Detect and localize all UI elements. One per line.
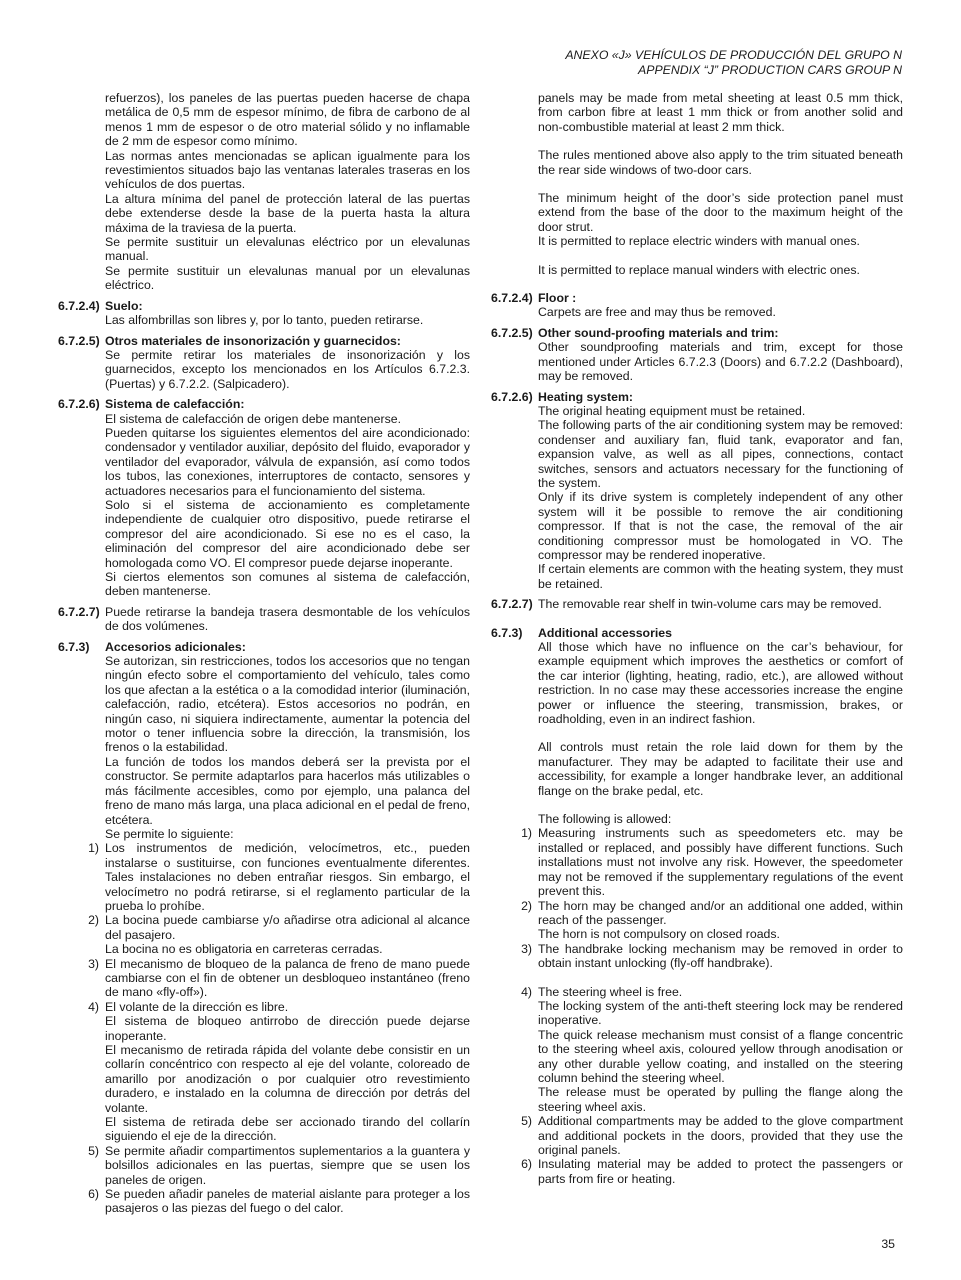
paragraph: Se pueden añadir paneles de material aislante para proteger a los pasajeros o las piezas del fuego o del calor. [105,1187,470,1216]
section-title: Sistema de calefacción: [105,397,245,412]
section-6725-es [58,334,470,392]
section-number: 6.7.2.7) [58,604,100,619]
list-item [58,1144,470,1187]
paragraph: It is permitted to replace electric winders with manual ones. [538,234,860,249]
section-number: 6.7.2.5) [58,333,100,348]
paragraph: Pueden quitarse los siguientes elementos del aire acondicionado: condensador y ventilador auxiliar, depósito del fluido, evaporador y ventilador del evaporador, válvula de expansión, así como todos los tubos, las conexiones, interruptores de contacto, sensores y actuadores necesarios para el funcionamiento del sistema. [105,425,470,498]
section-title: Other sound-proofing materials and trim: [538,325,779,340]
section-title: Floor : [538,291,577,306]
paragraph: All controls must retain the role laid down for them by the manufacturer. They may be adapted to facilitate their use and accessibility, for example a longer handbrake lever, an additional flange on the brake pedal, etc. [538,740,903,798]
section-number: 6.7.2.6) [491,389,533,404]
paragraph: The following is allowed: [538,812,672,827]
intro-en [491,91,903,277]
paragraph: The horn may be changed and/or an additional one added, within reach of the passenger. [538,898,903,927]
list-es [58,841,470,1216]
section-6725-en [491,326,903,384]
list-item-number: 4) [521,984,532,999]
list-item-number: 6) [88,1187,99,1202]
section-6724-es [58,299,470,328]
page-header [565,48,902,78]
list-item [58,1000,470,1144]
header-line-en: APPENDIX “J” PRODUCTION CARS GROUP N [638,63,902,77]
section-6727-es [58,605,470,634]
paragraph: The horn is not compulsory on closed roads. [538,927,780,942]
paragraph: If certain elements are common with the heating system, they must be retained. [538,562,903,591]
section-number: 6.7.2.5) [491,325,533,340]
section-number: 6.7.2.4) [58,298,100,313]
paragraph: La altura mínima del panel de protección lateral de las puertas debe extenderse desde la base de la puerta hasta la altura máxima de la traviesa de la puerta. [105,191,470,235]
list-en [491,826,903,1186]
paragraph: The release must be operated by pulling the flange along the steering wheel axis. [538,1085,903,1114]
paragraph: El sistema de calefacción de origen debe mantenerse. [105,411,401,426]
paragraph: La función de todos los mandos deberá ser la prevista por el constructor. Se permite adaptarlos para hacerlos más utilizables o más fácilmente accesibles, como por ejemplo, una palanca del freno de mano más larga, una placa adicional en el pedal de freno, etcétera. [105,754,470,827]
header-line-es: ANEXO «J» VEHÍCULOS DE PRODUCCIÓN DEL GRUPO N [565,48,902,62]
paragraph: Si ciertos elementos son comunes al sistema de calefacción, deben mantenerse. [105,570,470,599]
paragraph: The minimum height of the door’s side protection panel must extend from the base of the door to the maximum height of the door strut. [538,191,903,234]
section-number: 6.7.3) [58,639,90,654]
page-number: 35 [881,1237,895,1251]
paragraph: The following parts of the air conditioning system may be removed: condenser and auxiliary fan, fluid tank, evaporator and fan, expansion valve, as well as all pipes, connections, contact switches, sensors and actuators necessary for the functioning of the system. [538,418,903,490]
list-item-number: 5) [88,1143,99,1158]
paragraph: Los instrumentos de medición, velocímetros, etc., pueden instalarse o sustituirse, con funciones eventualmente diferentes. Tales instalaciones no deben entrañar riesgos. Sin embargo, el velocímetro no podrá retirarse, si el reglamento particular de la prueba lo prohíbe. [105,841,470,913]
paragraph: Se permite retirar los materiales de insonorización y los guarnecidos, excepto los mencionados en los Artículos 6.7.2.3. (Puertas) y 6.7.2.2. (Salpicadero). [105,347,470,391]
section-673-es [58,640,470,842]
list-item [58,841,470,913]
paragraph: The quick release mechanism must consist of a flange concentric to the steering wheel axis, coloured yellow through anodisation or any other durable yellow coating, and installed on the steering column behind the steering wheel. [538,1027,903,1085]
paragraph: The handbrake locking mechanism may be removed in order to obtain instant unlocking (fly-off handbrake). [538,941,903,971]
section-number: 6.7.3) [491,625,523,640]
section-number: 6.7.2.7) [491,597,533,612]
list-item-number: 2) [521,898,532,913]
list-item-number: 1) [521,826,532,841]
section-number: 6.7.2.4) [491,291,533,306]
section-title: Heating system: [538,389,633,404]
section-6726-es [58,397,470,599]
list-item [491,985,903,1115]
list-item [58,957,470,1000]
section-title: Suelo: [105,298,143,313]
paragraph: All those which have no influence on the car’s behaviour, for example equipment which improves the aesthetics or comfort of the car interior (lighting, heating, radio, etc.), are allowed without restriction. In no case may these accessories increase the engine power or influence the steering, transmission, brakes, or roadholding, even in an indirect fashion. [538,640,903,727]
paragraph: Measuring instruments such as speedometers etc. may be installed or replaced, and possibly have different functions. Such installations must not involve any risk. However, the speedometer may not be removed if the supplementary regulations of the event prevent this. [538,826,903,899]
paragraph: Se autorizan, sin restricciones, todos los accesorios que no tengan ningún efecto sobre el comportamiento del vehículo, tales como los que afectan a la estética o a la comodidad interior (iluminación, calefacción, radio, etcétera). Estos accesorios no podrán, en ningún caso, ni siquiera indirectamente, aumentar la potencia del motor o tener influencia sobre la dirección, la transmisión, los frenos o la estabilidad. [105,654,470,755]
list-item-number: 3) [88,956,99,971]
paragraph: Puede retirarse la bandeja trasera desmontable de los vehículos de dos volúmenes. [105,604,470,634]
list-item-number: 6) [521,1157,532,1172]
paragraph: El sistema de bloqueo antirrobo de dirección puede dejarse inoperante. [105,1014,470,1043]
paragraph: The locking system of the anti-theft steering lock may be rendered inoperative. [538,998,903,1028]
column-english [491,91,903,1186]
list-item [491,899,903,942]
paragraph: Se permite añadir compartimentos suplementarios a la guantera y bolsillos adicionales en las puertas, siempre que se usen los paneles de origen. [105,1143,470,1187]
list-item-number: 1) [88,841,99,856]
paragraph: refuerzos), los paneles de las puertas pueden hacerse de chapa metálica de 0,5 mm de espesor mínimo, de fibra de carbono de al menos 1 mm de espesor o de otro material sólido y no inflamable de 2 mm de espesor como mínimo. [105,91,470,149]
paragraph: Other soundproofing materials and trim, except for those mentioned under Articles 6.7.2.3 (Doors) and 6.7.2.2 (Dashboard), may be removed. [538,340,903,384]
column-spanish [58,91,470,1216]
paragraph: The original heating equipment must be retained. [538,403,806,418]
paragraph: El volante de la dirección es libre. [105,999,289,1014]
paragraph: Se permite sustituir un elevalunas eléctrico por un elevalunas manual. [105,235,470,264]
section-title: Additional accessories [538,625,672,640]
section-6724-en [491,291,903,320]
paragraph: El mecanismo de bloqueo de la palanca de freno de mano puede cambiarse con el fin de obtener un desbloqueo instantáneo (freno de mano «fly-off»). [105,956,470,1000]
paragraph: Las normas antes mencionadas se aplican igualmente para los revestimientos situados bajo las ventanas laterales traseras en los vehículos de dos puertas. [105,148,470,192]
list-item [491,942,903,971]
list-item [491,1157,903,1186]
section-title: Accesorios adicionales: [105,639,246,654]
list-item-number: 4) [88,999,99,1014]
paragraph: El mecanismo de retirada rápida del volante debe consistir en un collarín concéntrico con respecto al eje del volante, coloreado de amarillo por anodización o por cualquier otro revestimiento duradero, e instalado en la columna de dirección por detrás del volante. [105,1043,470,1115]
paragraph: The steering wheel is free. [538,984,683,999]
section-number: 6.7.2.6) [58,397,100,412]
paragraph: La bocina puede cambiarse y/o añadirse otra adicional al alcance del pasajero. [105,913,470,942]
paragraph: The rules mentioned above also apply to the trim situated beneath the rear side windows of two-door cars. [538,148,903,177]
paragraph: Insulating material may be added to protect the passengers or parts from fire or heating. [538,1157,903,1186]
section-6726-en [491,390,903,592]
paragraph: El sistema de retirada debe ser accionado tirando del collarín siguiendo el eje de la dirección. [105,1115,470,1144]
list-item [58,1187,470,1216]
paragraph: It is permitted to replace manual winders with electric ones. [538,262,860,277]
list-item-number: 3) [521,941,532,956]
section-673-en [491,626,903,827]
paragraph: The removable rear shelf in twin-volume cars may be removed. [538,597,882,612]
list-item [58,913,470,956]
list-item-number: 2) [88,913,99,928]
paragraph: Se permite lo siguiente: [105,826,234,841]
paragraph: panels may be made from metal sheeting at least 0.5 mm thick, from carbon fibre at least 1 mm thick or from another solid and non-combustible material at least 2 mm thick. [538,91,903,134]
list-item-number: 5) [521,1114,532,1129]
paragraph: Carpets are free and may thus be removed. [538,305,776,320]
paragraph: Se permite sustituir un elevalunas manual por un elevalunas eléctrico. [105,263,470,293]
intro-es [58,91,470,293]
section-6727-en [491,597,903,611]
paragraph: Solo si el sistema de accionamiento es completamente independiente de cualquier otro dispositivo, puede retirarse el compresor del aire acondicionado. Si ese no es el caso, la eliminación del compresor del aire acondicionado debe ser homologada como VO. El compresor puede dejarse inoperante. [105,497,470,570]
paragraph: Only if its drive system is completely independent of any other system will it be possible to remove the air conditioning compressor. If that is not the case, the removal of the air conditioning compressor must be homologated in VO. The compressor may be rendered inoperative. [538,490,903,562]
list-item [491,1114,903,1157]
section-title: Otros materiales de insonorización y guarnecidos: [105,333,401,348]
paragraph: Additional compartments may be added to the glove compartment and additional pockets in the doors, provided that they use the original panels. [538,1114,903,1157]
list-item [491,826,903,898]
paragraph: Las alfombrillas son libres y, por lo tanto, pueden retirarse. [105,313,424,328]
paragraph: La bocina no es obligatoria en carreteras cerradas. [105,942,383,957]
